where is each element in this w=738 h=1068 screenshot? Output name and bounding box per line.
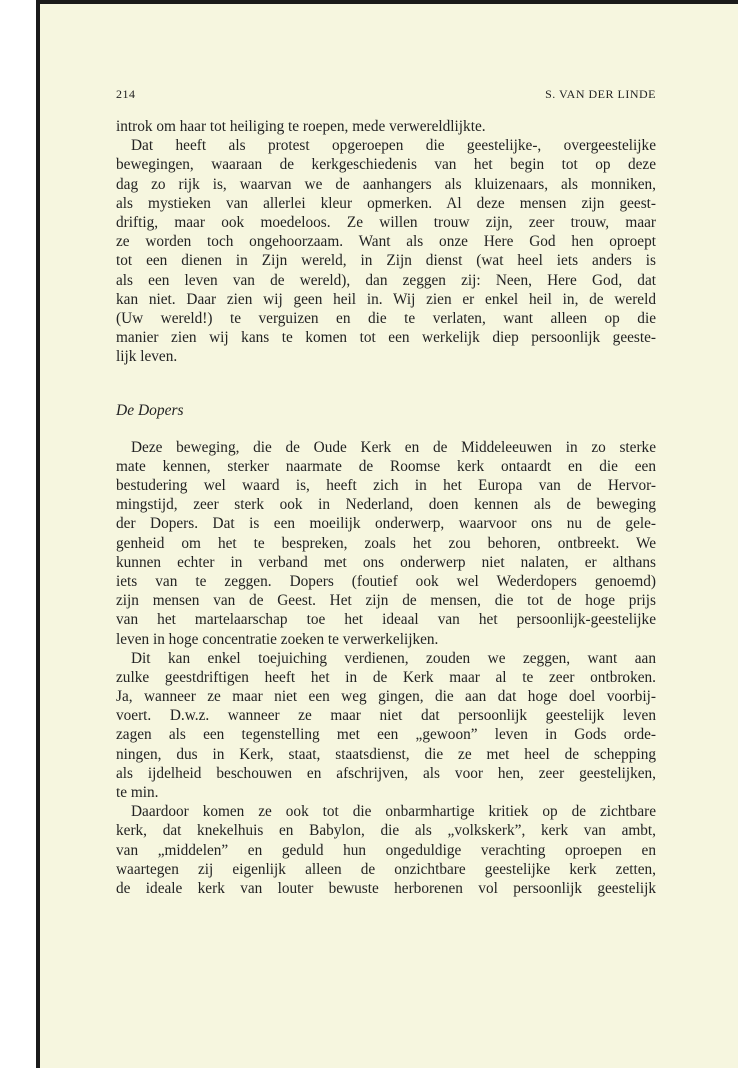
section-heading: De Dopers: [116, 402, 184, 420]
text-line: de ideale kerk van louter bewuste herborenen vol persoonlijk geestelijk: [116, 879, 656, 897]
text-line: ningen, dus in Kerk, staat, staatsdienst, die ze met heel de schepping: [116, 745, 656, 763]
text-line: bestudering wel waard is, heeft zich in het Europa van de Hervor-: [116, 477, 656, 494]
text-line: iets van te zeggen. Dopers (foutief ook wel Wederdopers genoemd): [116, 572, 656, 590]
text-line: zijn mensen van de Geest. Het zijn de mensen, die tot de hoge prijs: [116, 592, 656, 610]
text-line: mingstijd, zeer sterk ook in Nederland, doen kennen als de beweging: [116, 496, 656, 514]
text-line: Dit kan enkel toejuiching verdienen, zouden we zeggen, want aan: [131, 649, 656, 667]
running-header: [116, 87, 656, 103]
paragraph-5: [116, 802, 656, 898]
text-line: waartegen zij eigenlijk alleen de onzichtbare geestelijke kerk zetten,: [116, 860, 656, 878]
paragraph-1: [116, 117, 656, 136]
text-line: voert. D.w.z. wanneer ze maar niet dat persoonlijk geestelijk leven: [116, 707, 656, 725]
text-line: tot een dienen in Zijn wereld, in Zijn dienst (wat heel iets anders is: [116, 252, 656, 270]
text-line: kan niet. Daar zien wij geen heil in. Wij zien er enkel heil in, de wereld: [116, 290, 656, 308]
text-line: van het martelaarschap toe het ideaal van het persoonlijk-geestelijke: [116, 611, 656, 629]
running-head-author: S. VAN DER LINDE: [545, 87, 656, 101]
text-line: der Dopers. Dat is een moeilijk onderwerp, waarvoor ons nu de gele-: [116, 515, 656, 533]
text-line: als ijdelheid beschouwen en afschrijven, als voor hen, zeer geestelijken,: [116, 764, 656, 782]
text-line: leven in hoge concentratie zoeken te verwerkelijken.: [116, 630, 439, 648]
text-line: (Uw wereld!) te verguizen en die te verlaten, want alleen op die: [116, 309, 656, 327]
text-line: kerk, dat knekelhuis en Babylon, die als „volkskerk”, kerk van ambt,: [116, 822, 656, 840]
text-line: zulke geestdriftigen heeft het in de Kerk maar al te zeer ontbroken.: [116, 668, 656, 686]
page-number: 214: [116, 87, 136, 101]
text-line: lijk leven.: [116, 348, 178, 366]
text-line: Dat heeft als protest opgeroepen die geestelijke-, overgeestelijke: [131, 137, 656, 155]
text-line: bewegingen, waaraan de kerkgeschiedenis van het begin tot op deze: [116, 156, 656, 174]
text-line: zagen als een tegenstelling met een „gewoon” leven in Gods orde-: [116, 726, 656, 744]
text-line: genheid om het te bespreken, zoals het zou behoren, ontbreekt. We: [116, 534, 656, 552]
text-line: introk om haar tot heiliging te roepen, mede verwereldlijkte.: [116, 118, 486, 135]
text-line: als een leven van de wereld), dan zeggen zij: Neen, Here God, dat: [116, 271, 656, 289]
paragraph-4: [116, 649, 656, 803]
paragraph-2: [116, 136, 656, 366]
text-line: van „middelen” en geduld hun ongeduldige verachting oproepen en: [116, 841, 656, 859]
text-line: mate kennen, sterker naarmate de Roomse kerk ontaardt en die een: [116, 457, 656, 475]
text-line: kunnen echter in verband met ons onderwerp niet nalaten, er althans: [116, 553, 656, 571]
paragraph-3: [116, 438, 656, 649]
text-line: ze worden toch ongehoorzaam. Want als onze Here God hen oproept: [116, 233, 656, 251]
text-line: manier zien wij kans te komen tot een werkelijk diep persoonlijk geeste-: [116, 329, 656, 347]
text-line: te min.: [116, 784, 159, 801]
text-line: driftig, maar ook moedeloos. Ze willen trouw zijn, zeer trouw, maar: [116, 213, 656, 231]
text-line: Deze beweging, die de Oude Kerk en de Middeleeuwen in zo sterke: [131, 438, 656, 456]
text-line: Ja, wanneer ze maar niet een weg gingen, die aan dat hoge doel voorbij-: [116, 688, 656, 706]
text-line: Daardoor komen ze ook tot die onbarmhartige kritiek op de zichtbare: [131, 803, 656, 821]
text-line: dag zo rijk is, waarvan we de aanhangers als kluizenaars, als monniken,: [116, 175, 656, 193]
text-line: als mystieken van allerlei kleur opmerken. Al deze mensen zijn geest-: [116, 194, 656, 212]
page-body: [116, 117, 656, 898]
